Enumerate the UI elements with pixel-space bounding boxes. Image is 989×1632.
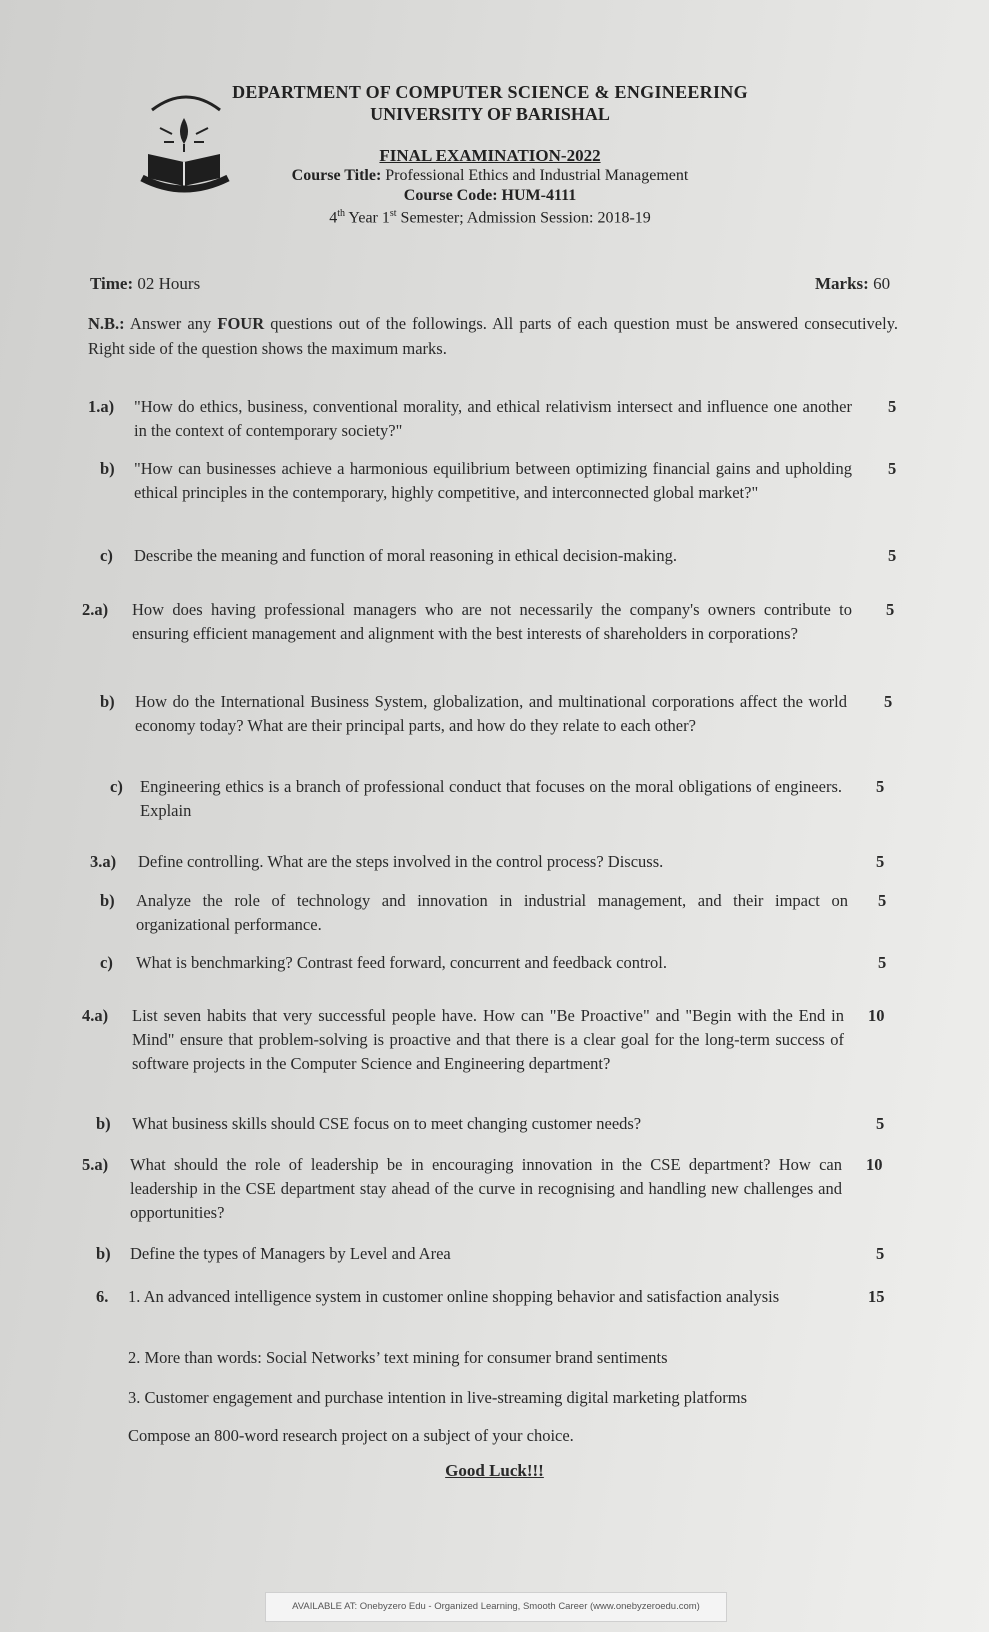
question-marks: 5 [884, 692, 893, 711]
question-text: "How do ethics, business, conventional morality, and ethical relativism intersect and influence one another in the context of contemporary society?" [134, 397, 852, 440]
department-name: DEPARTMENT OF COMPUTER SCIENCE & ENGINEERING [232, 82, 748, 102]
instructions-emphasis: FOUR [217, 314, 265, 333]
time-value: 02 Hours [137, 274, 201, 293]
question-text: Describe the meaning and function of moral reasoning in ethical decision-making. [134, 546, 677, 565]
question-marks: 5 [876, 852, 885, 871]
question-text: How does having professional managers who are not necessarily the company's owners contribute to ensuring efficient management and alignment with the best interests of shareholders in corporations? [132, 600, 852, 643]
q6-option-2-text: 2. More than words: Social Networks’ text mining for consumer brand sentiments [128, 1348, 668, 1367]
year-word: Year [348, 209, 378, 227]
question-text: What should the role of leadership be in encouraging innovation in the CSE department? How can leadership in the CSE department stay ahead of the curve in recognising and handling new challenges and opportunities? [130, 1155, 842, 1222]
question-text: Define controlling. What are the steps involved in the control process? Discuss. [138, 852, 664, 871]
q6-instruction-text: Compose an 800-word research project on a subject of your choice. [128, 1426, 574, 1445]
q6-option-3 [128, 1386, 858, 1410]
question-text: 1. An advanced intelligence system in customer online shopping behavior and satisfaction analysis [128, 1287, 780, 1306]
question-marks: 5 [876, 1114, 885, 1133]
time-info [90, 274, 200, 294]
semester-number: 1 [381, 209, 390, 227]
question-marks: 10 [868, 1006, 885, 1025]
instructions-before: Answer any [129, 314, 212, 333]
question-marks: 15 [868, 1287, 885, 1306]
question-label: 3.a) [90, 852, 117, 871]
semester-session: Semester; Admission Session: 2018-19 [400, 209, 651, 227]
semester-suffix: st [389, 208, 397, 219]
question-marks: 5 [876, 777, 885, 796]
marks-value: 60 [873, 274, 891, 293]
question-text: Analyze the role of technology and innovation in industrial management, and their impact on organizational performance. [136, 891, 848, 934]
question-label: b) [96, 1244, 111, 1263]
closing-message: Good Luck!!! [445, 1461, 544, 1480]
q6-instruction [128, 1424, 858, 1448]
question-label: 6. [96, 1287, 109, 1306]
question-marks: 5 [878, 953, 887, 972]
course-title-value: Professional Ethics and Industrial Management [385, 167, 689, 184]
question-text: Engineering ethics is a branch of professional conduct that focuses on the moral obligations of engineers. Explain [140, 777, 842, 820]
question-marks: 5 [878, 891, 887, 910]
question-label: b) [96, 1114, 111, 1133]
instructions-label: N.B.: [88, 314, 125, 333]
exam-title: FINAL EXAMINATION-2022 [379, 146, 601, 165]
question-label: 5.a) [82, 1155, 109, 1174]
q6-option-3-text: 3. Customer engagement and purchase intention in live-streaming digital marketing platforms [128, 1388, 748, 1407]
instructions [88, 311, 898, 361]
marks-label: Marks: [815, 274, 869, 293]
question-label: 1.a) [88, 397, 115, 416]
question-label: b) [100, 459, 115, 478]
course-title [210, 167, 770, 185]
university-name: UNIVERSITY OF BARISHAL [370, 104, 610, 124]
question-marks: 5 [888, 397, 897, 416]
question-label: c) [100, 953, 113, 972]
course-code-value: HUM-4111 [501, 187, 577, 204]
question-text: How do the International Business System, globalization, and multinational corporations affect the world economy today? What are their principal parts, and how do they relate to each other? [135, 692, 847, 735]
question-label: c) [110, 777, 123, 796]
question-marks: 5 [876, 1244, 885, 1263]
question-marks: 5 [886, 600, 895, 619]
question-text: List seven habits that very successful people have. How can "Be Proactive" and "Begin with the End in Mind" ensure that problem-solving is proactive and that there is a clear goal for the long-term success of software projects in the Computer Science and Engineering department? [132, 1006, 844, 1073]
question-text: What is benchmarking? Contrast feed forward, concurrent and feedback control. [136, 953, 667, 972]
question-label: 4.a) [82, 1006, 109, 1025]
question-text: What business skills should CSE focus on to meet changing customer needs? [132, 1114, 642, 1133]
question-marks: 5 [888, 546, 897, 565]
question-marks: 5 [888, 459, 897, 478]
question-label: b) [100, 692, 115, 711]
year-number: 4 [329, 209, 338, 227]
course-code-label: Course Code: [403, 187, 498, 204]
question-label: 2.a) [82, 600, 109, 619]
question-text: Define the types of Managers by Level and Area [130, 1244, 451, 1263]
question-text: "How can businesses achieve a harmonious equilibrium between optimizing financial gains and upholding ethical principles in the contemporary, highly competitive, and interconnected global market?" [134, 459, 852, 502]
time-label: Time: [90, 274, 134, 293]
instructions-after: questions out of the followings. All parts of each question must be answered consecutively. Right side of the question shows the maximum marks. [88, 314, 899, 358]
year-semester [210, 208, 770, 227]
marks-info [815, 274, 890, 294]
footer-banner: AVAILABLE AT: Onebyzero Edu - Organized Learning, Smooth Career (www.onebyzeroedu.com) [265, 1592, 727, 1622]
q6-option-2 [128, 1346, 858, 1370]
question-label: b) [100, 891, 115, 910]
year-suffix: th [337, 208, 345, 219]
question-label: c) [100, 546, 113, 565]
course-title-label: Course Title: [291, 167, 382, 184]
course-code [210, 187, 770, 205]
question-marks: 10 [866, 1155, 883, 1174]
